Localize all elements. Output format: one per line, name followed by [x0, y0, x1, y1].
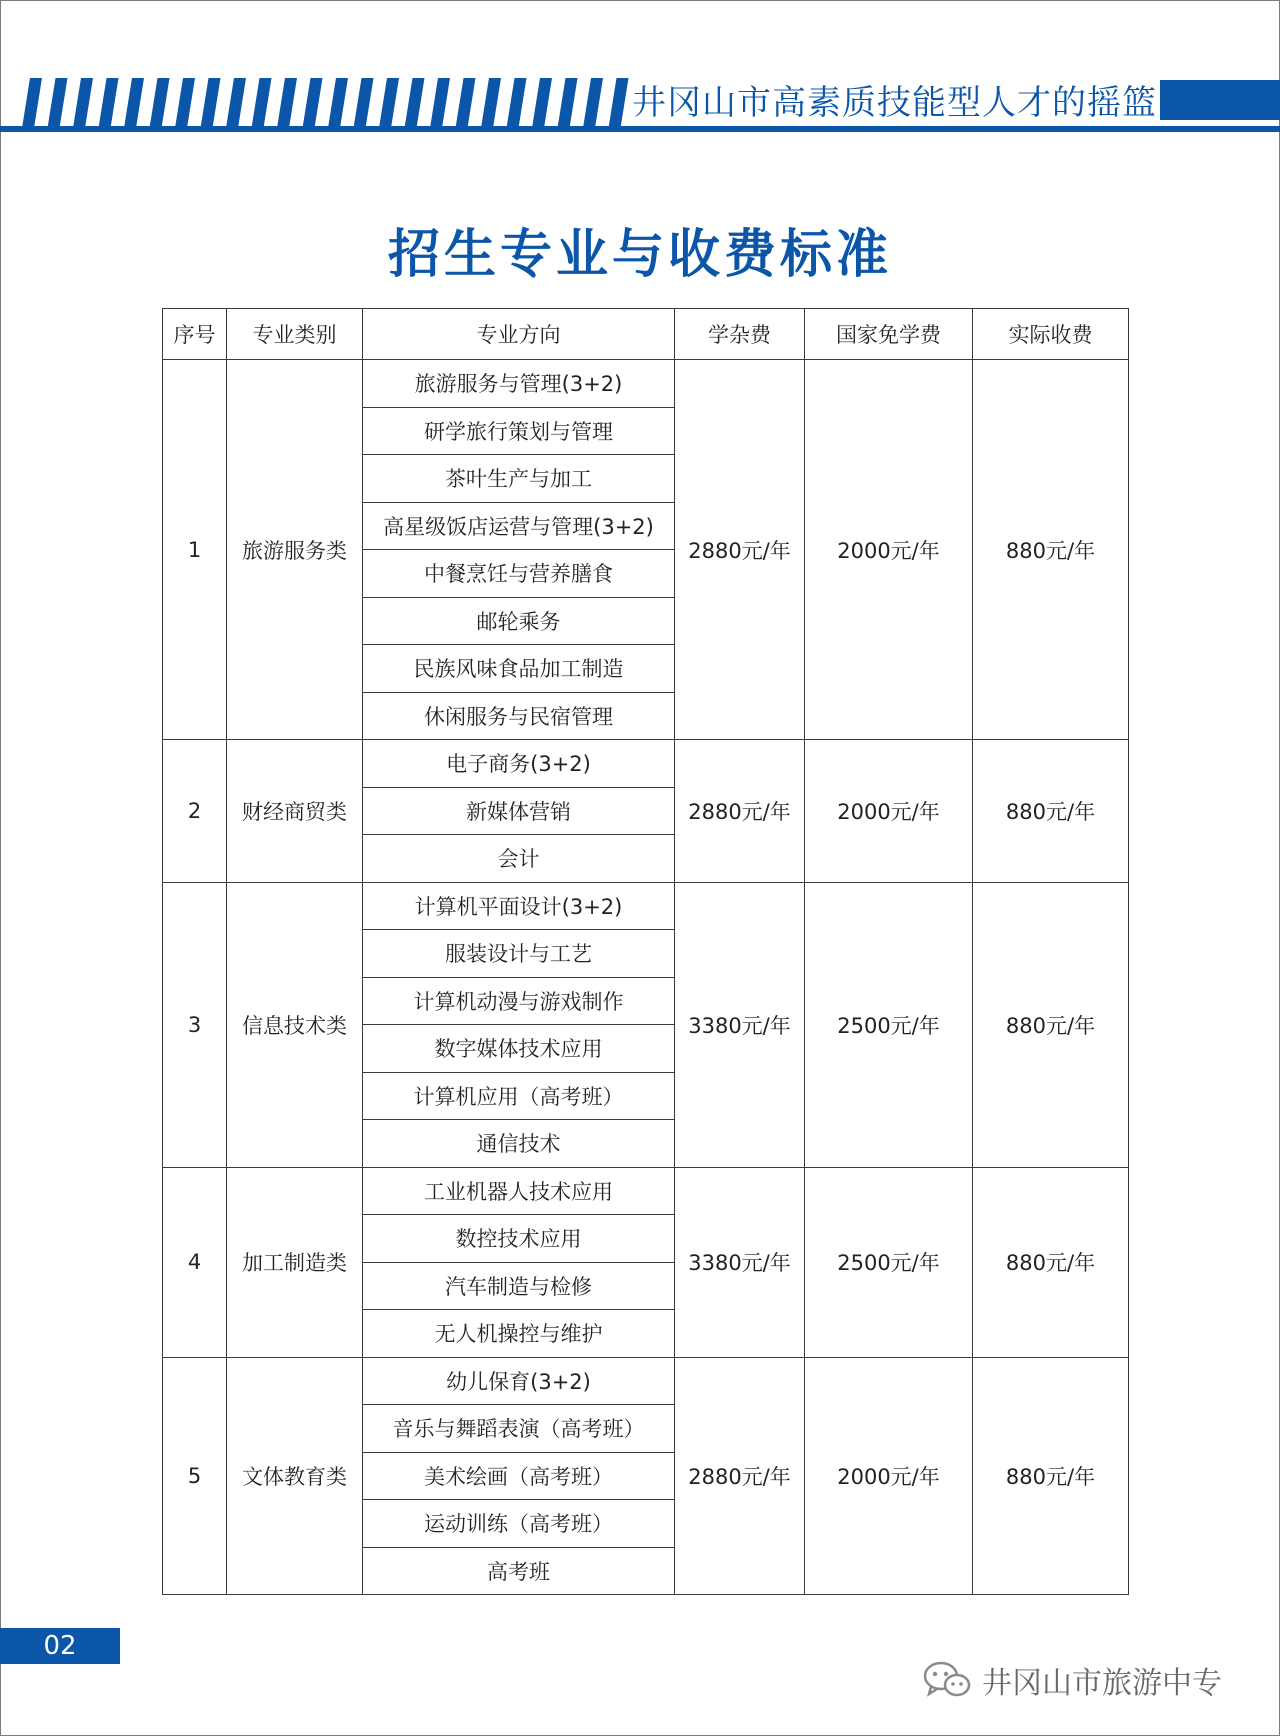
major-cell: 高考班 [363, 1547, 675, 1595]
stripe [532, 78, 552, 128]
tuition-cell: 2880元/年 [675, 740, 805, 883]
major-cell: 数控技术应用 [363, 1215, 675, 1263]
category-cell: 旅游服务类 [227, 360, 363, 740]
stripe [328, 78, 348, 128]
exemption-cell: 2000元/年 [805, 1357, 973, 1595]
stripe [609, 78, 629, 128]
major-cell: 服装设计与工艺 [363, 930, 675, 978]
fee-table [162, 308, 1129, 1595]
stripe [481, 78, 501, 128]
stripe [558, 78, 578, 128]
row-index-cell: 1 [163, 360, 227, 740]
stripe [124, 78, 144, 128]
stripe [303, 78, 323, 128]
exemption-cell: 2000元/年 [805, 740, 973, 883]
major-cell: 会计 [363, 835, 675, 883]
tuition-cell: 3380元/年 [675, 882, 805, 1167]
exemption-cell: 2500元/年 [805, 882, 973, 1167]
stripe [150, 78, 170, 128]
actual-fee-cell: 880元/年 [973, 1357, 1129, 1595]
major-cell: 民族风味食品加工制造 [363, 645, 675, 693]
category-cell: 加工制造类 [227, 1167, 363, 1357]
major-cell: 工业机器人技术应用 [363, 1167, 675, 1215]
table-row [163, 740, 1129, 788]
exemption-cell: 2000元/年 [805, 360, 973, 740]
major-cell: 汽车制造与检修 [363, 1262, 675, 1310]
tuition-cell: 2880元/年 [675, 360, 805, 740]
major-cell: 美术绘画（高考班） [363, 1452, 675, 1500]
stripe [73, 78, 93, 128]
page-number: 02 [0, 1628, 120, 1664]
stripe [252, 78, 272, 128]
major-cell: 休闲服务与民宿管理 [363, 692, 675, 740]
stripe [226, 78, 246, 128]
major-cell: 旅游服务与管理(3+2) [363, 360, 675, 408]
header-cell-index: 序号 [163, 309, 227, 360]
wechat-icon [922, 1660, 972, 1700]
major-cell: 幼儿保育(3+2) [363, 1357, 675, 1405]
major-cell: 运动训练（高考班） [363, 1500, 675, 1548]
stripe [277, 78, 297, 128]
stripe [175, 78, 195, 128]
actual-fee-cell: 880元/年 [973, 360, 1129, 740]
major-cell: 计算机应用（高考班） [363, 1072, 675, 1120]
stripe [583, 78, 603, 128]
major-cell: 音乐与舞蹈表演（高考班） [363, 1405, 675, 1453]
stripe [22, 78, 42, 128]
header-cell-tuition: 学杂费 [675, 309, 805, 360]
stripe [99, 78, 119, 128]
watermark-text: 井冈山市旅游中专 [982, 1666, 1222, 1701]
major-cell: 无人机操控与维护 [363, 1310, 675, 1358]
stripe [354, 78, 374, 128]
fee-table-body [163, 360, 1129, 1595]
stripe [405, 78, 425, 128]
exemption-cell: 2500元/年 [805, 1167, 973, 1357]
major-cell: 茶叶生产与加工 [363, 455, 675, 503]
table-row [163, 1357, 1129, 1405]
header-accent-block [1160, 80, 1280, 120]
category-cell: 信息技术类 [227, 882, 363, 1167]
stripe [379, 78, 399, 128]
row-index-cell: 2 [163, 740, 227, 883]
header-cell-actual: 实际收费 [973, 309, 1129, 360]
table-row [163, 360, 1129, 408]
major-cell: 高星级饭店运营与管理(3+2) [363, 502, 675, 550]
header-cell-category: 专业类别 [227, 309, 363, 360]
header-rule [0, 126, 1280, 132]
row-index-cell: 5 [163, 1357, 227, 1595]
page-title: 招生专业与收费标准 [387, 224, 892, 285]
stripe [507, 78, 527, 128]
major-cell: 电子商务(3+2) [363, 740, 675, 788]
diagonal-stripes-decoration [22, 78, 632, 128]
header-title: 井冈山市高素质技能型人才的摇篮 [632, 83, 1157, 123]
header-cell-major: 专业方向 [363, 309, 675, 360]
header-band [0, 70, 1280, 136]
table-row [163, 1167, 1129, 1215]
actual-fee-cell: 880元/年 [973, 740, 1129, 883]
stripe [456, 78, 476, 128]
major-cell: 计算机动漫与游戏制作 [363, 977, 675, 1025]
major-cell: 计算机平面设计(3+2) [363, 882, 675, 930]
major-cell: 邮轮乘务 [363, 597, 675, 645]
tuition-cell: 2880元/年 [675, 1357, 805, 1595]
major-cell: 新媒体营销 [363, 787, 675, 835]
watermark [922, 1658, 1222, 1702]
table-row [163, 882, 1129, 930]
row-index-cell: 3 [163, 882, 227, 1167]
row-index-cell: 4 [163, 1167, 227, 1357]
category-cell: 文体教育类 [227, 1357, 363, 1595]
category-cell: 财经商贸类 [227, 740, 363, 883]
actual-fee-cell: 880元/年 [973, 1167, 1129, 1357]
major-cell: 研学旅行策划与管理 [363, 407, 675, 455]
actual-fee-cell: 880元/年 [973, 882, 1129, 1167]
major-cell: 通信技术 [363, 1120, 675, 1168]
tuition-cell: 3380元/年 [675, 1167, 805, 1357]
stripe [201, 78, 221, 128]
major-cell: 中餐烹饪与营养膳食 [363, 550, 675, 598]
header-cell-exemption: 国家免学费 [805, 309, 973, 360]
major-cell: 数字媒体技术应用 [363, 1025, 675, 1073]
table-header-row [163, 309, 1129, 360]
stripe [48, 78, 68, 128]
stripe [430, 78, 450, 128]
